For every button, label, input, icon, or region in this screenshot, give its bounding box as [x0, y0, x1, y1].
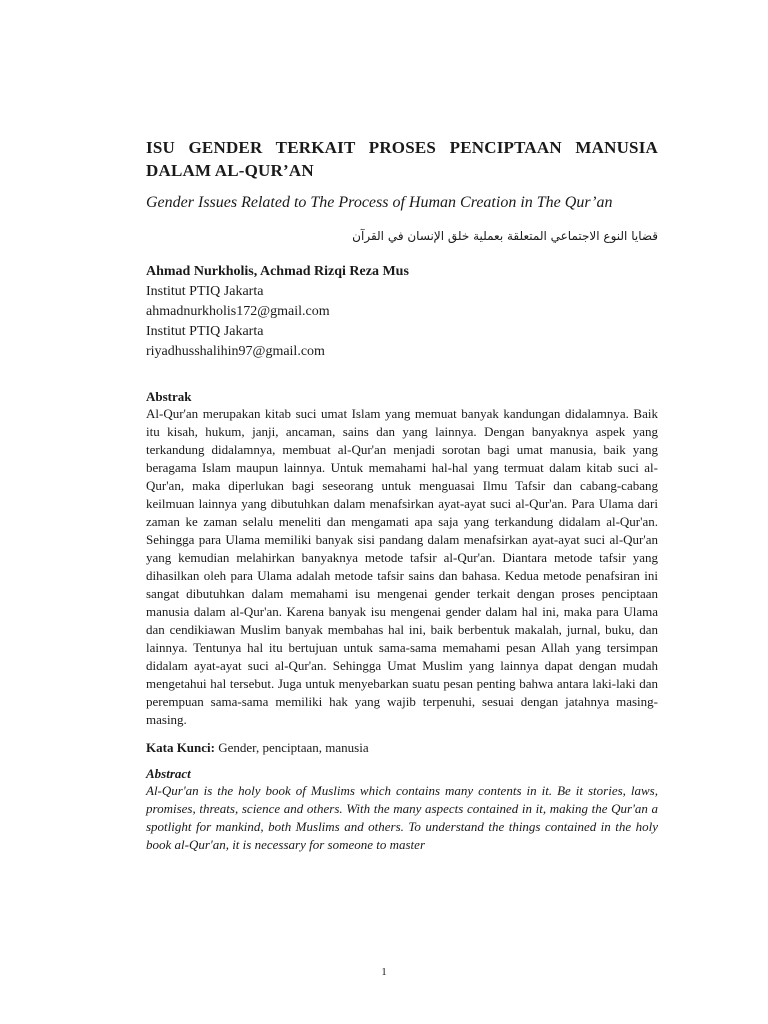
author-block	[146, 262, 658, 362]
keywords-line	[146, 739, 658, 757]
abstrak-text: Al-Qur'an merupakan kitab suci umat Islam yang memuat banyak kandungan didalamnya. Baik itu kisah, hukum, janji, ancaman, sains dan yang lainnya. Dengan banyaknya aspek yang terkandung didalamnya, membuat al-Qur'an menjadi sorotan bagi umat manusia, baik yang beragama Islam maupun lainnya. Untuk memahami hal-hal yang termuat dalam kitab suci al-Qur'an, maka diperlukan bagi seseorang untuk menguasai Ilmu Tafsir dan cabang-cabang keilmuan lainnya yang dibutuhkan dalam menafsirkan ayat-ayat suci al-Qur'an. Para Ulama dari zaman ke zaman selalu meneliti dan mengamati apa saja yang terkandung didalam al-Qur'an. Sehingga para Ulama memiliki banyak sisi pandang dalam menafsirkan ayat-ayat suci al-Qur'an yang kemudian melahirkan banyaknya metode tafsir al-Qur'an. Diantara metode tafsir yang dihasilkan oleh para Ulama adalah metode tafsir sains dan bahasa. Kedua metode penafsiran ini sangat dibutuhkan dalam memahami isu mengenai gender terkait dengan proses penciptaan manusia dalam al-Qur'an. Karena banyak isu mengenai gender dalam hal ini, maka para Ulama dan cendikiawan Muslim banyak membahas hal ini, baik berbentuk makalah, jurnal, buku, dan lainnya. Tentunya hal itu bertujuan untuk sama-sama memahami pesan Allah yang tersimpan didalam ayat-ayat suci al-Qur'an. Sehingga Umat Muslim yang lainnya dapat dengan mudah mengetahui hal tersebut. Juga untuk menyebarkan suatu pesan penting bahwa antara laki-laki dan perempuan sama-sama memiliki hak yang wajib terpenuhi, sesuai dengan jatahnya masing-masing.	[146, 406, 658, 727]
affiliation-2: Institut PTIQ Jakarta	[146, 324, 264, 339]
abstrak-heading: Abstrak	[146, 389, 192, 404]
abstrak-section	[146, 388, 658, 729]
arabic-title: قضايا النوع الاجتماعي المتعلقة بعملية خلق الإنسان في القرآن	[352, 229, 658, 243]
keywords-value: Gender, penciptaan, manusia	[214, 740, 369, 755]
paper-page	[146, 136, 658, 854]
keywords-label: Kata Kunci:	[146, 740, 215, 755]
abstract-text: Al-Qur'an is the holy book of Muslims which contains many contents in it. Be it stories, laws, promises, threats, science and others. With the many aspects contained in it, making the Qur'an a spotlight for mankind, both Muslims and others. To understand the things contained in the holy book al-Qur'an, it is necessary for someone to master	[146, 783, 658, 852]
abstract-section	[146, 765, 658, 854]
paper-subtitle: Gender Issues Related to The Process of Human Creation in The Qur’an	[146, 194, 613, 211]
affiliation-1: Institut PTIQ Jakarta	[146, 284, 264, 299]
page-number: 1	[381, 966, 387, 978]
abstract-heading: Abstract	[146, 766, 191, 781]
paper-title: ISU GENDER TERKAIT PROSES PENCIPTAAN MANUSIA DALAM AL-QUR’AN	[146, 138, 658, 180]
email-2: riyadhusshalihin97@gmail.com	[146, 344, 325, 359]
author-names: Ahmad Nurkholis, Achmad Rizqi Reza Mus	[146, 264, 409, 279]
email-1: ahmadnurkholis172@gmail.com	[146, 304, 330, 319]
